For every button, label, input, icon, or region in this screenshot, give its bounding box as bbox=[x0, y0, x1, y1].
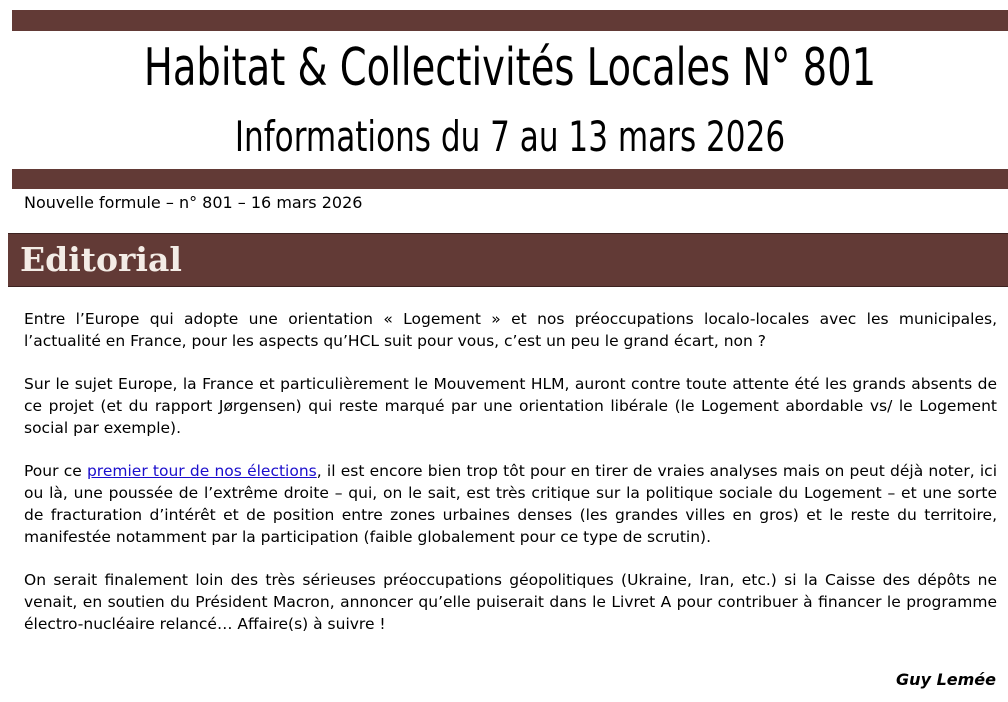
edition-line: Nouvelle formule – n° 801 – 16 mars 2026 bbox=[24, 193, 363, 212]
editorial-paragraph: Entre l’Europe qui adopte une orientation « Logement » et nos préoccupations localo-locales avec les municipales, l’actualité en France, pour les aspects qu’HCL suit pour vous, c’est un peu le grand écart, non ? bbox=[24, 310, 997, 350]
section-title: Editorial bbox=[20, 240, 182, 279]
editorial-paragraph bbox=[24, 460, 997, 548]
newsletter-title: Habitat & Collectivités Locales N° 801 bbox=[143, 38, 877, 98]
header-top-band bbox=[12, 10, 1008, 31]
section-header bbox=[8, 233, 1008, 287]
paragraph-text: Pour ce bbox=[24, 462, 87, 480]
editorial-paragraph: On serait finalement loin des très sérieuses préoccupations géopolitiques (Ukraine, Iran, etc.) si la Caisse des dépôts ne venait, en soutien du Président Macron, annoncer qu’elle puiserait dans le Livret A pour contribuer à financer le programme électro-nucléaire relancé… Affaire(s) à suivre ! bbox=[24, 571, 997, 633]
header-bottom-band bbox=[12, 169, 1008, 189]
election-results-link[interactable]: premier tour de nos élections bbox=[86, 462, 317, 480]
editorial-paragraph: Sur le sujet Europe, la France et particulièrement le Mouvement HLM, auront contre toute attente été les grands absents de ce projet (et du rapport Jørgensen) qui reste marqué par une orientation libérale (le Logement abordable vs/ le Logement social par exemple). bbox=[24, 375, 997, 437]
newsletter-subtitle: Informations du 7 au 13 mars 2026 bbox=[234, 112, 786, 161]
paragraph-text: , il est encore bien trop tôt pour en tirer de vraies analyses mais on peut déjà noter, ici ou là, une poussée de l’extrême droite – qui, on le sait, est très critique sur la politique sociale du Logement – et une sorte de fracturation d’intérêt et de position entre zones urbaines denses (les grandes villes en gros) et le reste du territoire, manifestée notamment par la participation (faible globalement pour ce type de scrutin). bbox=[24, 462, 997, 546]
editorial-body bbox=[24, 308, 997, 656]
author-signature: Guy Lemée bbox=[896, 670, 996, 689]
